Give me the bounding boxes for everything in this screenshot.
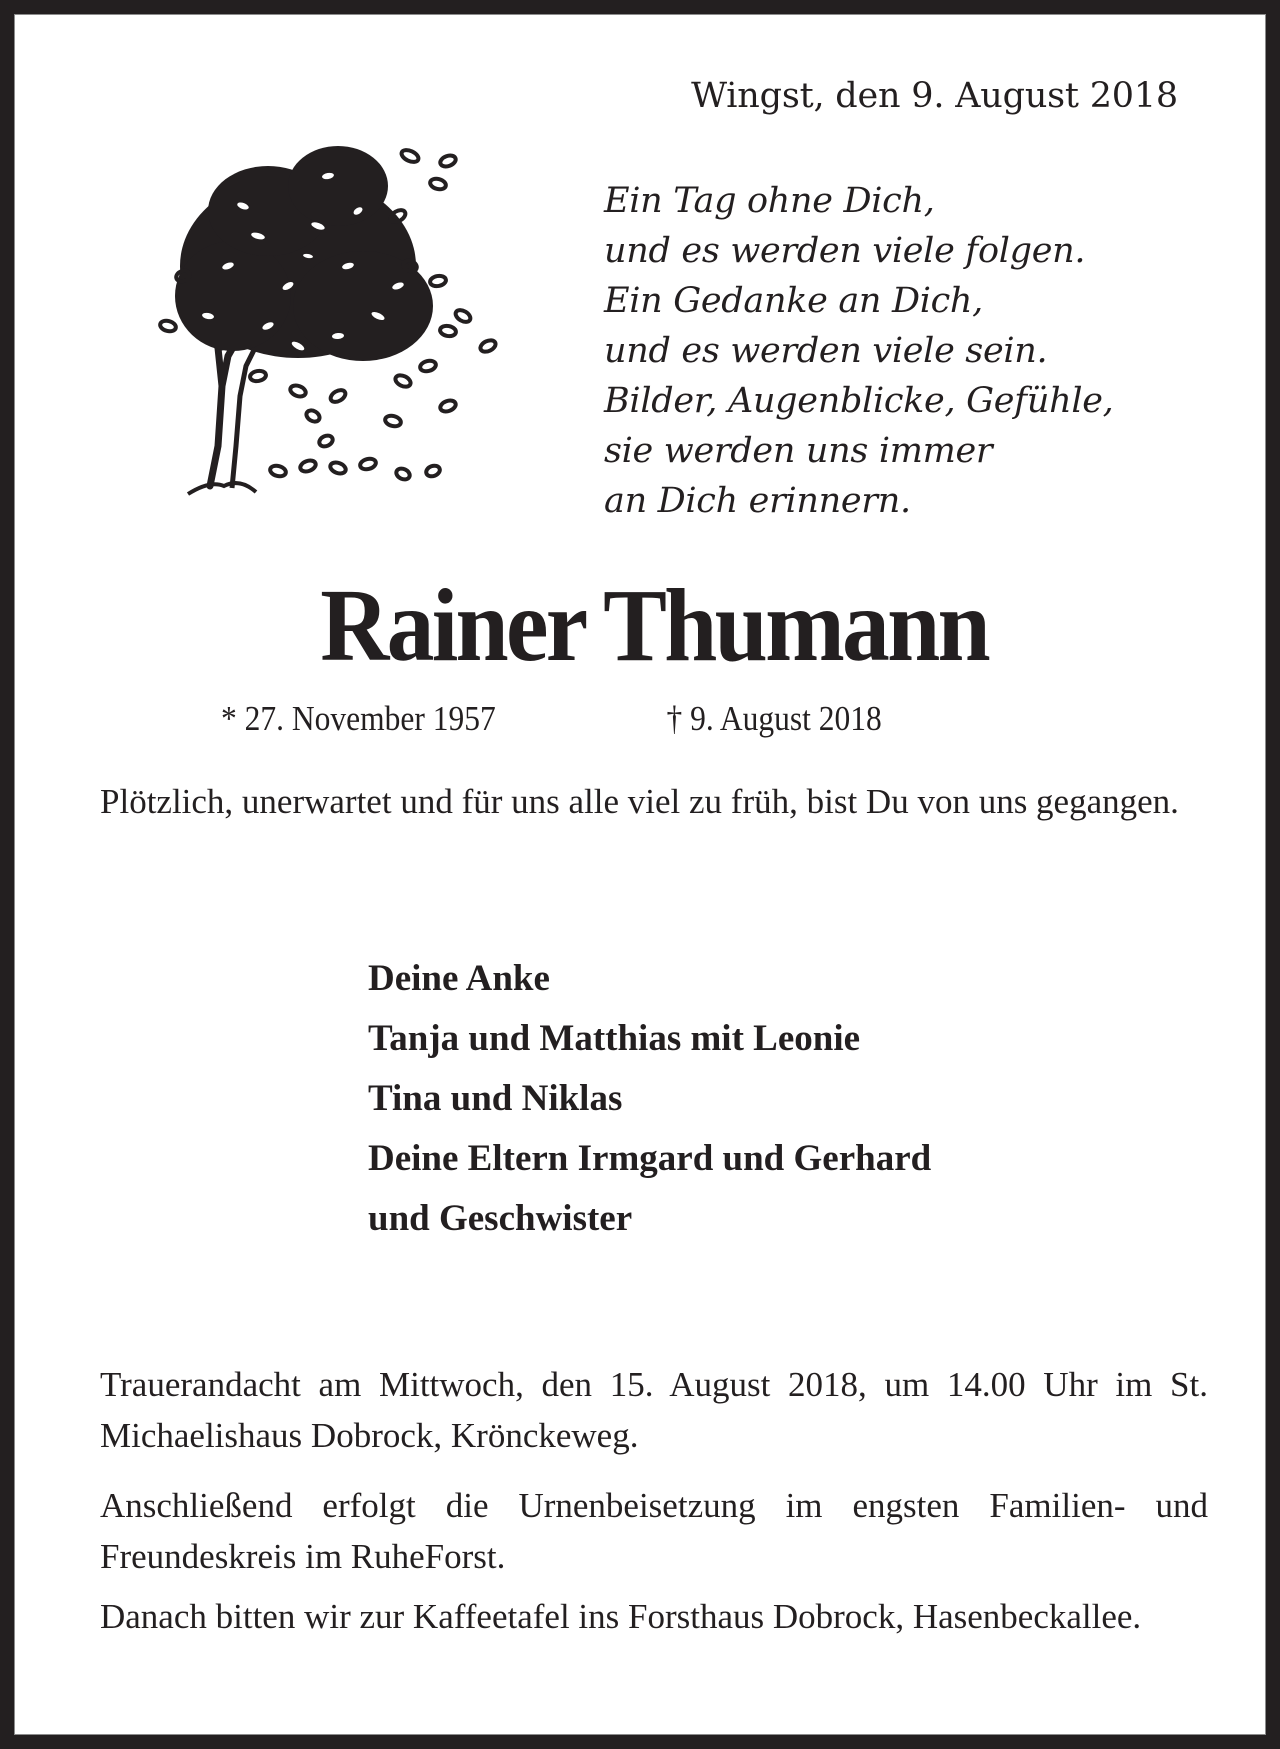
mourner-line: Deine Eltern Irmgard und Gerhard [368,1138,932,1179]
burial-info [100,1480,1208,1582]
place-and-date: Wingst, den 9. August 2018 [691,76,1178,116]
poem-line: und es werden viele folgen. [604,231,1086,271]
poem-line: Bilder, Augenblicke, Gefühle, [604,381,1114,421]
intro-text: Plötzlich, unerwartet und für uns alle viel zu früh, bist Du von uns gegangen. [100,782,1179,821]
memorial-poem [604,176,1113,526]
service-info [100,1359,1208,1461]
obituary-notice [14,14,1266,1735]
mourner-line: Tina und Niklas [368,1078,623,1119]
reception-info [100,1591,1208,1642]
mourners-list [368,949,931,1249]
birth-date: * 27. November 1957 [221,699,496,738]
poem-line: und es werden viele sein. [604,331,1048,371]
mourner-line: und Geschwister [368,1198,633,1239]
tree-with-falling-leaves-icon [148,116,510,496]
poem-line: sie werden uns immer [604,431,993,471]
mourner-line: Deine Anke [368,958,550,999]
death-date: † 9. August 2018 [666,699,882,738]
intro-paragraph [100,776,1208,827]
poem-line: Ein Tag ohne Dich, [604,181,935,221]
reception-text: Danach bitten wir zur Kaffeetafel ins Forsthaus Dobrock, Hasenbeckallee. [100,1597,1142,1636]
service-text: Trauerandacht am Mittwoch, den 15. August 2018, um 14.00 Uhr im St. Michaelishaus Dobrock, Krönckeweg. [100,1365,1208,1455]
deceased-name: Rainer Thumann [320,568,989,683]
mourner-line: Tanja und Matthias mit Leonie [368,1018,861,1059]
poem-line: Ein Gedanke an Dich, [604,281,984,321]
poem-line: an Dich erinnern. [604,481,911,521]
burial-text: Anschließend erfolgt die Urnenbeisetzung im engsten Familien- und Freundeskreis im RuheForst. [100,1486,1208,1576]
